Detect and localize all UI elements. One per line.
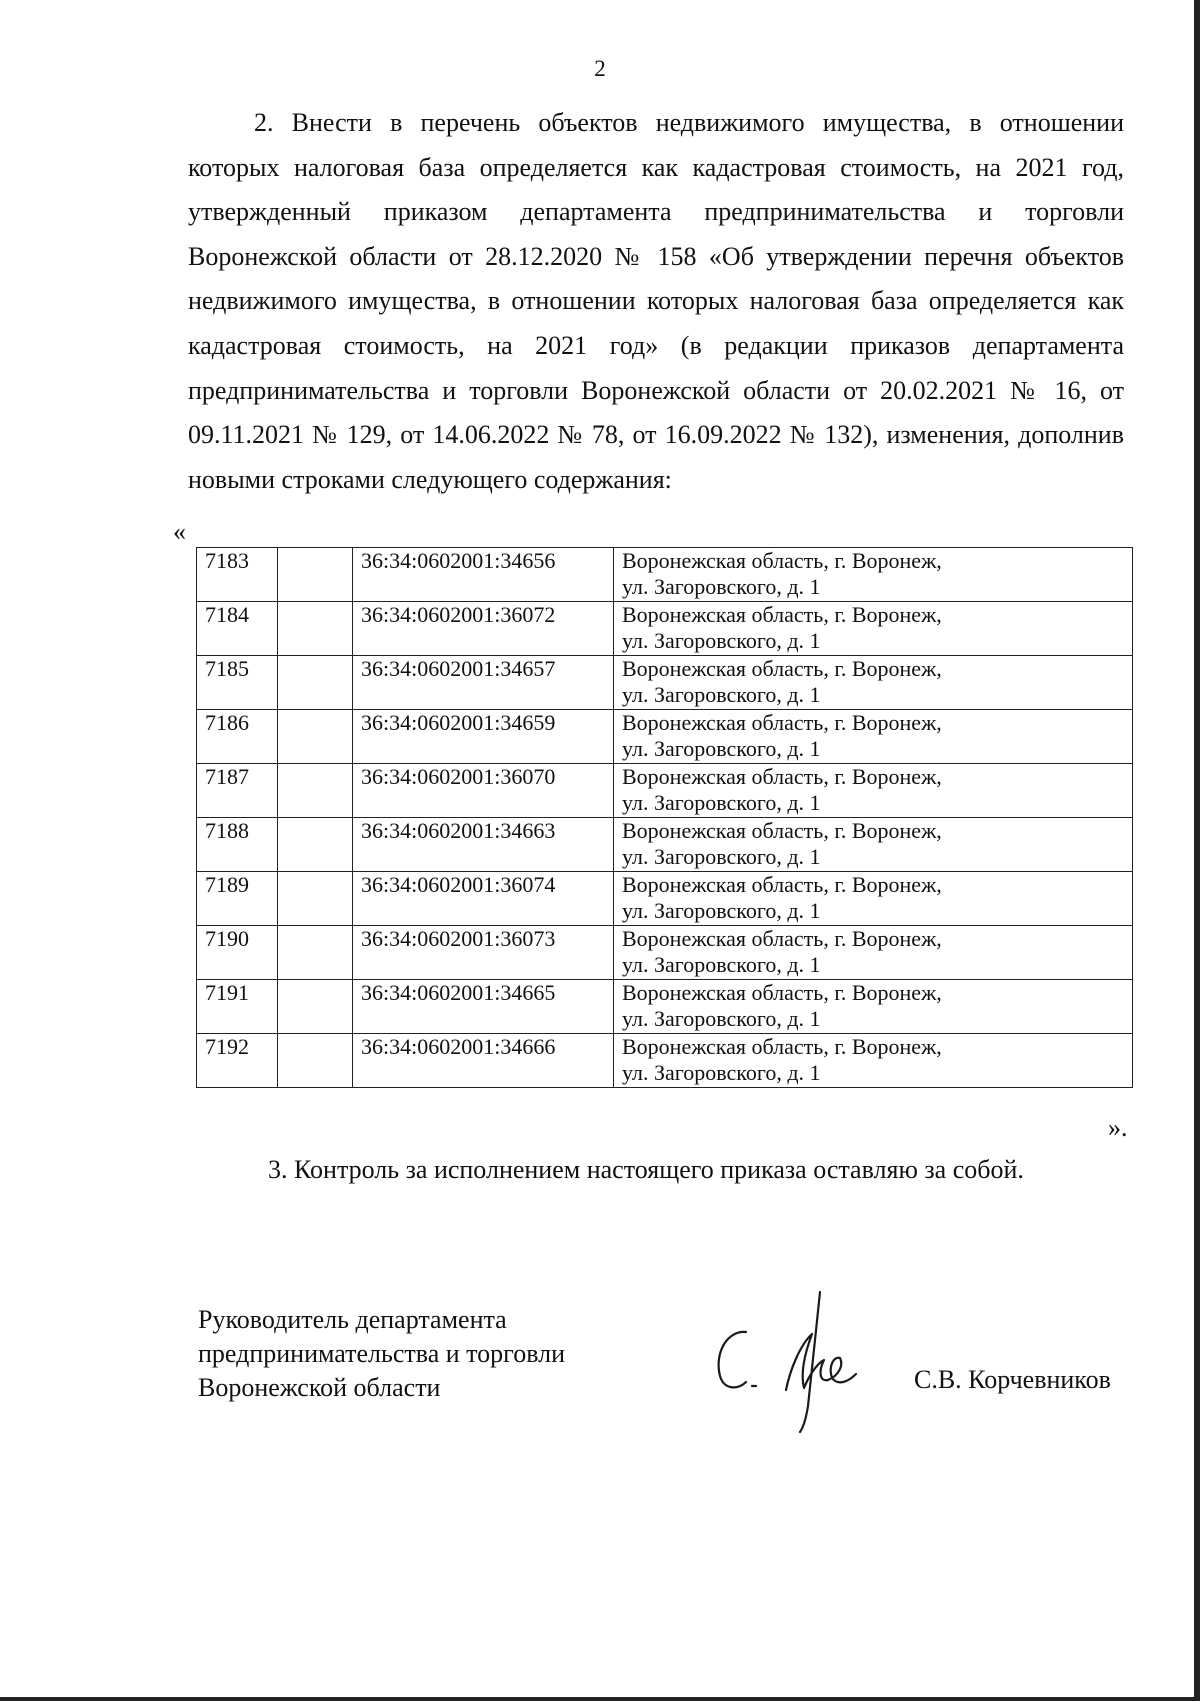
table-row bbox=[197, 872, 1133, 926]
row-number-cell: 7183 bbox=[197, 548, 278, 602]
cadastral-number-cell: 36:34:0602001:34657 bbox=[353, 656, 614, 710]
signatory-title bbox=[198, 1303, 565, 1405]
page-number: 2 bbox=[594, 56, 606, 81]
empty-cell bbox=[278, 710, 353, 764]
table-row bbox=[197, 710, 1133, 764]
address-cell bbox=[614, 872, 1133, 926]
table-row bbox=[197, 656, 1133, 710]
row-number-cell: 7185 bbox=[197, 656, 278, 710]
empty-cell bbox=[278, 926, 353, 980]
address-cell bbox=[614, 818, 1133, 872]
empty-cell bbox=[278, 656, 353, 710]
cadastral-number-cell: 36:34:0602001:34666 bbox=[353, 1034, 614, 1088]
row-number-cell: 7186 bbox=[197, 710, 278, 764]
cadastral-number-cell: 36:34:0602001:36073 bbox=[353, 926, 614, 980]
table-row bbox=[197, 818, 1133, 872]
cadastral-number-cell: 36:34:0602001:36074 bbox=[353, 872, 614, 926]
empty-cell bbox=[278, 872, 353, 926]
empty-cell bbox=[278, 980, 353, 1034]
address-line-1: Воронежская область, г. Воронеж, bbox=[622, 980, 942, 1005]
address-line-2: ул. Загоровского, д. 1 bbox=[622, 628, 821, 653]
address-line-2: ул. Загоровского, д. 1 bbox=[622, 574, 821, 599]
address-line-2: ул. Загоровского, д. 1 bbox=[622, 736, 821, 761]
address-cell bbox=[614, 980, 1133, 1034]
empty-cell bbox=[278, 1034, 353, 1088]
paragraph-2: 2. Внести в перечень объектов недвижимого имущества, в отношении которых налоговая база определяется как кадастровая стоимость, на 2021 год, утвержденный приказом департамента предпринимательства и торговли Воронежской области от 28.12.2020 № 158 «Об утверждении перечня объектов недвижимого имущества, в отношении которых налоговая база определяется как кадастровая стоимость, на 2021 год» (в редакции приказов департамента предпринимательства и торговли Воронежской области от 20.02.2021 № 16, от 09.11.2021 № 129, от 14.06.2022 № 78, от 16.09.2022 № 132), изменения, дополнив новыми строками следующего содержания: bbox=[188, 108, 1124, 494]
address-line-1: Воронежская область, г. Воронеж, bbox=[622, 548, 942, 573]
opening-quote: « bbox=[173, 517, 186, 546]
objects-table bbox=[196, 547, 1133, 1088]
address-line-1: Воронежская область, г. Воронеж, bbox=[622, 602, 942, 627]
address-line-1: Воронежская область, г. Воронеж, bbox=[622, 926, 942, 951]
address-cell bbox=[614, 764, 1133, 818]
empty-cell bbox=[278, 818, 353, 872]
cadastral-number-cell: 36:34:0602001:34665 bbox=[353, 980, 614, 1034]
signatory-title-line-2: предпринимательства и торговли bbox=[198, 1339, 566, 1368]
objects-table-body bbox=[197, 548, 1133, 1088]
address-line-1: Воронежская область, г. Воронеж, bbox=[622, 764, 942, 789]
row-number-cell: 7190 bbox=[197, 926, 278, 980]
cadastral-number-cell: 36:34:0602001:34663 bbox=[353, 818, 614, 872]
address-line-2: ул. Загоровского, д. 1 bbox=[622, 898, 821, 923]
address-cell bbox=[614, 926, 1133, 980]
empty-cell bbox=[278, 764, 353, 818]
address-cell bbox=[614, 656, 1133, 710]
signatory-title-line-3: Воронежской области bbox=[198, 1373, 441, 1402]
signatory-name: С.В. Корчевников bbox=[914, 1365, 1111, 1394]
address-cell bbox=[614, 710, 1133, 764]
address-line-2: ул. Загоровского, д. 1 bbox=[622, 844, 821, 869]
row-number-cell: 7189 bbox=[197, 872, 278, 926]
table-row bbox=[197, 764, 1133, 818]
address-line-1: Воронежская область, г. Воронеж, bbox=[622, 818, 942, 843]
row-number-cell: 7187 bbox=[197, 764, 278, 818]
cadastral-number-cell: 36:34:0602001:34659 bbox=[353, 710, 614, 764]
cadastral-number-cell: 36:34:0602001:36070 bbox=[353, 764, 614, 818]
table-row bbox=[197, 980, 1133, 1034]
address-line-1: Воронежская область, г. Воронеж, bbox=[622, 710, 942, 735]
empty-cell bbox=[278, 548, 353, 602]
signatory-title-line-1: Руководитель департамента bbox=[198, 1305, 507, 1334]
address-line-2: ул. Загоровского, д. 1 bbox=[622, 790, 821, 815]
address-line-1: Воронежская область, г. Воронеж, bbox=[622, 1034, 942, 1059]
row-number-cell: 7188 bbox=[197, 818, 278, 872]
table-row bbox=[197, 926, 1133, 980]
table-row bbox=[197, 548, 1133, 602]
address-cell bbox=[614, 602, 1133, 656]
address-line-2: ул. Загоровского, д. 1 bbox=[622, 1006, 821, 1031]
cadastral-number-cell: 36:34:0602001:36072 bbox=[353, 602, 614, 656]
paragraph-3: 3. Контроль за исполнением настоящего приказа оставляю за собой. bbox=[268, 1155, 1024, 1184]
row-number-cell: 7184 bbox=[197, 602, 278, 656]
address-cell bbox=[614, 548, 1133, 602]
cadastral-number-cell: 36:34:0602001:34656 bbox=[353, 548, 614, 602]
row-number-cell: 7191 bbox=[197, 980, 278, 1034]
handwritten-signature bbox=[708, 1290, 888, 1440]
table-row bbox=[197, 602, 1133, 656]
empty-cell bbox=[278, 602, 353, 656]
address-line-1: Воронежская область, г. Воронеж, bbox=[622, 872, 942, 897]
address-line-2: ул. Загоровского, д. 1 bbox=[622, 1060, 821, 1085]
address-cell bbox=[614, 1034, 1133, 1088]
closing-quote: ». bbox=[1108, 1113, 1128, 1142]
address-line-1: Воронежская область, г. Воронеж, bbox=[622, 656, 942, 681]
row-number-cell: 7192 bbox=[197, 1034, 278, 1088]
address-line-2: ул. Загоровского, д. 1 bbox=[622, 952, 821, 977]
table-row bbox=[197, 1034, 1133, 1088]
address-line-2: ул. Загоровского, д. 1 bbox=[622, 682, 821, 707]
